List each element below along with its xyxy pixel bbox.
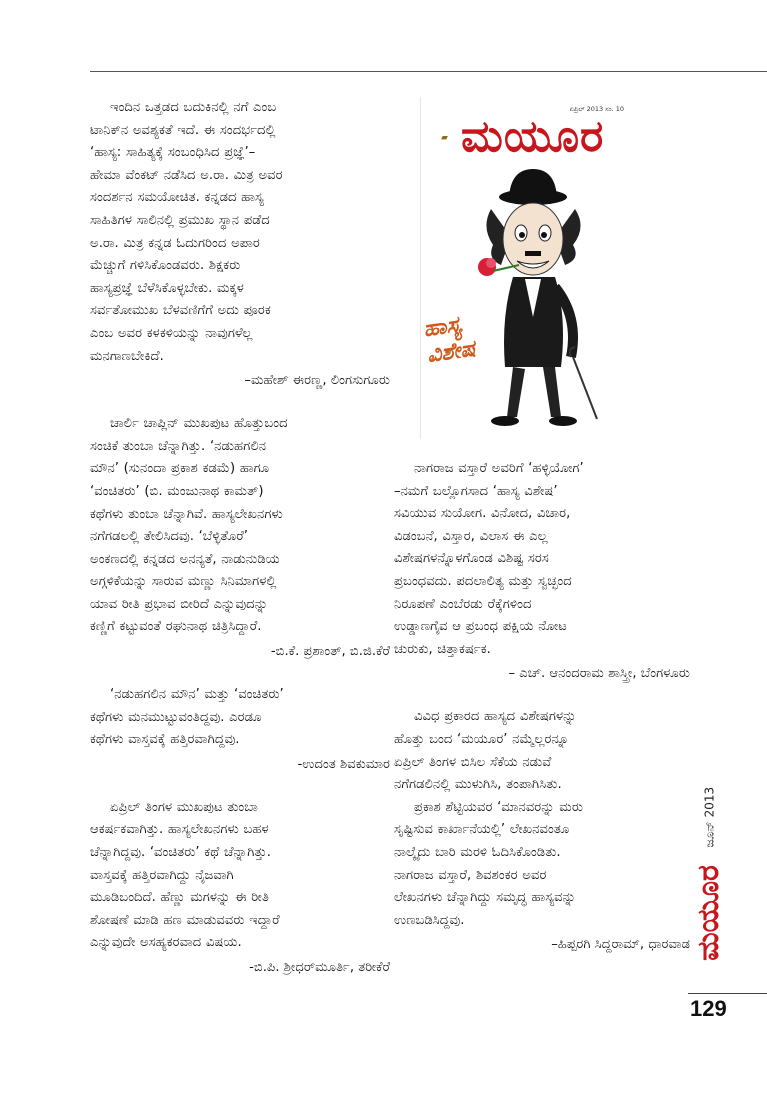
cover-masthead: ಮಯೂರ	[461, 111, 605, 162]
cover-issue-line: ಏಪ್ರಿಲ್ 2013 ಸಂ. 10	[569, 105, 624, 113]
letter-line: ನಾಗರಾಜ ವಸ್ತಾರೆ ಅವರಿಗೆ ‘ಹಳ್ಳಿಯೋಗ’	[414, 461, 584, 476]
letter-line: ಎಂಬ ಅವರ ಕಳಕಳಿಯನ್ನು ನಾವುಗಳೆಲ್ಲ	[90, 325, 253, 341]
letter-line: ಸಂದರ್ಶನ ಸಮಯೋಚಿತ. ಕನ್ನಡದ ಹಾಸ್ಯ	[90, 190, 264, 206]
letter-line: ಯಾವ ರೀತಿ ಪ್ರಭಾವ ಬೀರಿದೆ ಎನ್ನುವುದನ್ನು	[90, 596, 268, 612]
letter-line: ‘ನಡುಹಗಲಿನ ಮೌನ’ ಮತ್ತು ‘ವಂಚಿತರು’	[110, 687, 284, 703]
side-year: 2013	[702, 786, 717, 818]
letter-line: ಹಾಸ್ಯಪ್ರಜ್ಞೆ ಬೆಳೆಸಿಕೊಳ್ಳಬೇಕು. ಮಕ್ಕಳ	[90, 280, 244, 296]
letter-line: ಉಣಬಡಿಸಿದ್ದವು.	[394, 912, 465, 928]
letter-line: ಚಾರ್ಲಿ ಚಾಪ್ಲಿನ್ ಮುಖಪುಟ ಹೊತ್ತುಬಂದ	[110, 416, 288, 432]
page-number: 129	[690, 996, 727, 1021]
letter-line: ಅ.ರಾ. ಮಿತ್ರ ಕನ್ನಡ ಓದುಗರಿಂದ ಅಪಾರ	[90, 235, 260, 251]
letter-line: ಪ್ರಕಾಶ ಶೆಟ್ಟಿಯವರ ‘ಮಾನವರನ್ನು ಮರು	[414, 799, 583, 815]
letter-6	[394, 706, 690, 956]
letter-line: ಮೂಡಿಬಂದಿದೆ. ಹೆಣ್ಣು ಮಗಳನ್ನು ಈ ರೀತಿ	[90, 890, 269, 906]
letter-line: ಏಪ್ರಿಲ್ ತಿಂಗಳ ಬಿಸಿಲ ಸೆಕೆಯ ನಡುವೆ	[394, 754, 552, 770]
letter-line: ಅಗ್ಗಳಿಕೆಯನ್ನು ಸಾರುವ ಮಣ್ಣು ಸಿನಿಮಾಗಳಲ್ಲಿ	[90, 574, 277, 590]
letter-signature: –ಹಿಪ್ಪರಗಿ ಸಿದ್ದರಾಮ್, ಧಾರವಾಡ	[551, 937, 690, 953]
letter-4	[90, 797, 390, 979]
letter-line: ಸಂಚಿಕೆ ತುಂಬಾ ಚೆನ್ನಾಗಿತ್ತು. ‘ನಡುಹಗಲಿನ	[90, 438, 267, 454]
letter-line: ಏಪ್ರಿಲ್ ತಿಂಗಳ ಮುಖಪುಟ ತುಂಬಾ	[110, 799, 258, 815]
side-brand-name: ಮಯೂರ	[691, 865, 726, 961]
right-column	[394, 458, 690, 977]
letter-line: ಪ್ರಬಂಧವದು. ಪದಲಾಲಿತ್ಯ ಮತ್ತು ಸ್ವಚ್ಛಂದ	[394, 573, 572, 589]
letter-line: ಸೃಷ್ಟಿಸುವ ಕಾರ್ಖಾನೆಯಲ್ಲಿ’ ಲೇಖನವಂತೂ	[394, 822, 570, 838]
letter-line: ಕಥೆಗಳು ವಾಸ್ತವಕ್ಕೆ ಹತ್ತಿರವಾಗಿದ್ದವು.	[90, 732, 240, 748]
top-rule	[90, 71, 767, 72]
letter-line: ‘ಹಾಸ್ಯ: ಸಾಹಿತ್ಯಕ್ಕೆ ಸಂಬಂಧಿಸಿದ ಪ್ರಜ್ಞೆ’–	[90, 145, 256, 161]
letter-signature: -ಬಿ.ಕೆ. ಪ್ರಶಾಂತ್, ಬಿ.ಜಿ.ಕೆರೆ	[270, 644, 390, 660]
letter-line: ಮೌನ’ (ಸುನಂದಾ ಪ್ರಕಾಶ ಕಡಮೆ) ಹಾಗೂ	[90, 461, 270, 477]
letter-line: ಚೆನ್ನಾಗಿದ್ದವು. ‘ವಂಚಿತರು’ ಕಥೆ ಚೆನ್ನಾಗಿತ್ತು.	[90, 845, 271, 861]
letter-line: ಚುರುಕು, ಚಿತ್ತಾಕರ್ಷಕ.	[394, 641, 491, 657]
letter-line: ನಾಲ್ಕೈದು ಬಾರಿ ಮರಳಿ ಓದಿಸಿಕೊಂಡಿತು.	[394, 844, 561, 860]
letter-line: ವಿಡಂಬನೆ, ವಿಸ್ತಾರ, ವಿಲಾಸ ಈ ಎಲ್ಲ	[394, 528, 548, 544]
letter-line: ಕಥೆಗಳು ತುಂಬಾ ಚೆನ್ನಾಗಿವೆ. ಹಾಸ್ಯಲೇಖನಗಳು	[90, 506, 283, 522]
letter-line: ಹೇಮಾ ವೆಂಕಟ್ ನಡೆಸಿದ ಅ.ರಾ. ಮಿತ್ರ ಅವರ	[90, 167, 283, 183]
side-month: ಜೂನ್	[702, 821, 717, 848]
letter-line: ಟಾನಿಕ್‌ನ ಅವಶ್ಯಕತೆ ಇದೆ. ಈ ಸಂದರ್ಭದಲ್ಲಿ	[90, 122, 276, 138]
letter-line: ಹೊತ್ತು ಬಂದ ‘ಮಯೂರ’ ನಮ್ಮೆಲ್ಲರನ್ನೂ	[394, 731, 569, 747]
letter-line: ಕಥೆಗಳು ಮನಮುಟ್ಟುವಂತಿದ್ದವು. ಎರಡೂ	[90, 709, 262, 725]
letter-signature: -ಬಿ.ಪಿ. ಶ್ರೀಧರ್‌ಮೂರ್ತಿ, ತರೀಕೆರೆ	[249, 960, 390, 975]
page-number-rule	[688, 993, 767, 994]
letter-line: ನಗೆಗಡಲಿನಲ್ಲಿ ಮುಳುಗಿಸಿ, ತಂಪಾಗಿಸಿತು.	[394, 777, 562, 793]
letter-line: ಆಕರ್ಷಕವಾಗಿತ್ತು. ಹಾಸ್ಯಲೇಖನಗಳು ಬಹಳ	[90, 822, 269, 838]
letter-line: ಎನ್ನುವುದೇ ಅಸಹ್ಯಕರವಾದ ವಿಷಯ.	[90, 935, 242, 951]
letter-signature: –ಮಹೇಶ್ ಈರಣ್ಣ, ಲಿಂಗಸುಗೂರು	[244, 373, 390, 389]
letter-line: ಸಾಹಿತಿಗಳ ಸಾಲಿನಲ್ಲಿ ಪ್ರಮುಖ ಸ್ಥಾನ ಪಡೆದ	[90, 212, 270, 228]
cover-logo-icon: ▰	[441, 133, 448, 143]
letter-line: ಸವಿಯುವ ಸುಯೋಗ. ವಿನೋದ, ವಿಚಾರ,	[394, 506, 571, 522]
letter-line: ನಾಗರಾಜ ವಸ್ತಾರೆ, ಶಿವಶಂಕರ ಅವರ	[394, 867, 547, 883]
letter-line: ಉಡ್ಡಾಣಗೈವ ಆ ಪ್ರಬಂಧ ಪಕ್ಷಿಯ ನೋಟ	[394, 619, 567, 635]
letter-signature: -ಉದಂತ ಶಿವಕುಮಾರ	[297, 756, 390, 772]
letter-line: ವಾಸ್ತವಕ್ಕೆ ಹತ್ತಿರವಾಗಿದ್ದು ನೈಜವಾಗಿ	[90, 867, 234, 883]
letter-signature: – ಎಚ್. ಆನಂದರಾಮ ಶಾಸ್ತ್ರೀ, ಬೆಂಗಳೂರು	[508, 666, 690, 682]
magazine-cover-image	[420, 97, 632, 439]
chaplin-caricature-icon	[421, 167, 632, 439]
letter-line: –ನಮಗೆ ಬಲ್ಲೊಗಸಾದ ‘ಹಾಸ್ಯ ವಿಶೇಷ’	[394, 483, 558, 499]
letter-line: ಮನಗಾಣಬೇಕಿದೆ.	[90, 348, 164, 364]
letter-line: ವಿಶೇಷಗಳನ್ನೊಳಗೊಂಡ ವಿಶಿಷ್ಟ ಸರಸ	[394, 551, 549, 567]
letter-5	[394, 458, 690, 685]
letter-2	[90, 413, 390, 663]
left-column	[90, 97, 390, 1000]
letter-line: ಲೇಖನಗಳು ಚೆನ್ನಾಗಿದ್ದು ಸಮೃದ್ಧ ಹಾಸ್ಯವನ್ನು	[394, 890, 576, 906]
letter-line: ಸರ್ವತೋಮುಖ ಬೆಳವಣಿಗೆಗೆ ಅದು ಪೂರಕ	[90, 303, 271, 319]
letter-line: ನಗೆಗಡಲಲ್ಲಿ ತೇಲಿಸಿದವು. ‘ಬೆಳ್ಳಿತೊರೆ’	[90, 529, 248, 545]
letter-line: ನಿರೂಪಣೆ ಎಂಬೆರಡು ರೆಕ್ಕೆಗಳಿಂದ	[394, 596, 532, 612]
letter-line: ಇಂದಿನ ಒತ್ತಡದ ಬದುಕಿನಲ್ಲಿ ನಗೆ ಎಂಬ	[110, 100, 277, 115]
letter-line: ಮೆಚ್ಚುಗೆ ಗಳಿಸಿಕೊಂಡವರು. ಶಿಕ್ಷಕರು	[90, 258, 241, 274]
letter-1	[90, 97, 390, 392]
letter-line: ಅಂಕಣದಲ್ಲಿ ಕನ್ನಡದ ಅನನ್ಯತೆ, ನಾಡುನುಡಿಯ	[90, 551, 280, 567]
letter-line: ಶೋಷಣೆ ಮಾಡಿ ಹಣ ಮಾಡುವವರು ಇದ್ದಾರೆ	[90, 912, 280, 928]
cover-caption: ಹಾಸ್ಯ ವಿಶೇಷ	[421, 312, 477, 369]
side-brand	[691, 835, 727, 993]
letter-line: ‘ವಂಚಿತರು’ (ಬಿ. ಮಂಜುನಾಥ ಕಾಮತ್)	[90, 483, 264, 499]
letter-line: ವಿವಿಧ ಪ್ರಕಾರದ ಹಾಸ್ಯದ ವಿಶೇಷಗಳನ್ನು	[414, 709, 577, 725]
letter-line: ಕಣ್ಣಿಗೆ ಕಟ್ಟುವಂತೆ ರಘುನಾಥ ಚಿತ್ರಿಸಿದ್ದಾರೆ.	[90, 619, 262, 635]
letter-3	[90, 684, 390, 776]
